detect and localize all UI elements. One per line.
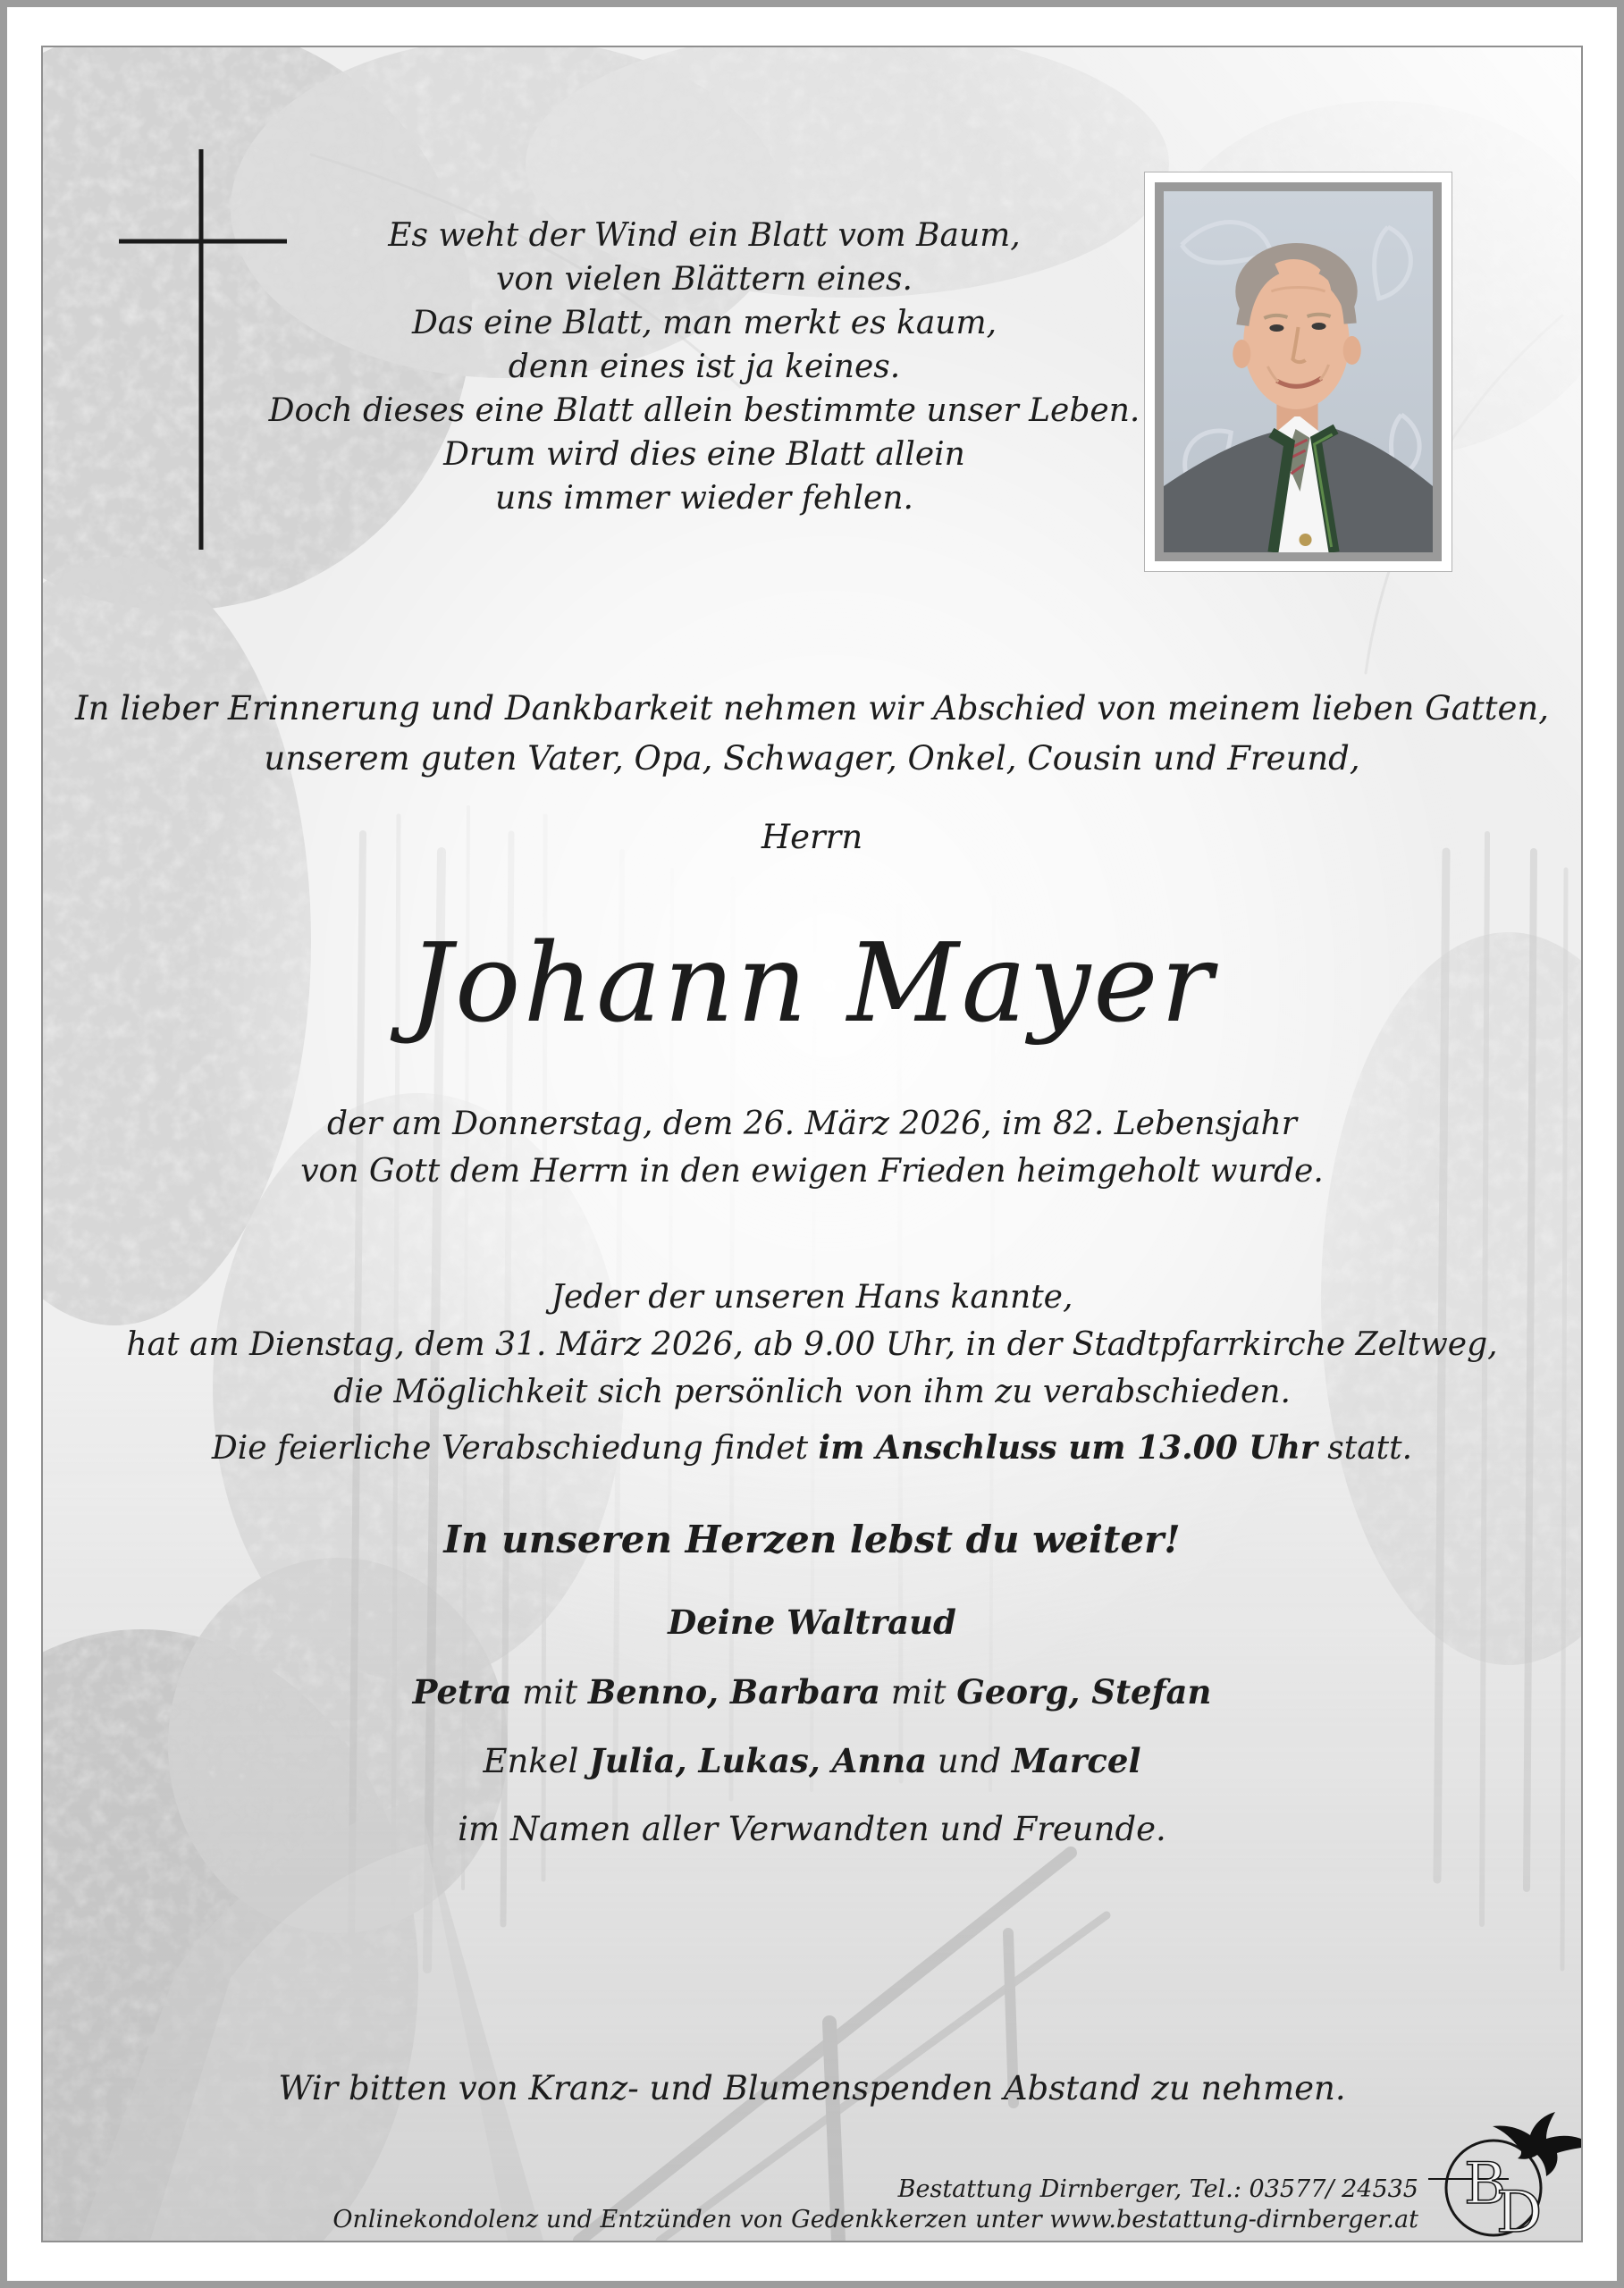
right-ear <box>1343 336 1361 365</box>
funeral-home-line: Bestattung Dirnberger, Tel.: 03577/ 24535 <box>897 2175 1418 2203</box>
grandchildren-line <box>43 1741 1581 1780</box>
farewell-bold: im Anschluss um 13.00 Uhr <box>818 1429 1317 1467</box>
intro-text <box>43 684 1581 784</box>
poem-line: uns immer wieder fehlen. <box>495 480 913 517</box>
online-condolence-line: Onlinekondolenz und Entzünden von Gedenkkerzen unter www.bestattung-dirnberger.at <box>332 2206 1418 2233</box>
poem-line: Es weht der Wind ein Blatt vom Baum, <box>388 217 1021 254</box>
poem-line: Doch dieses eine Blatt allein bestimmte unser Leben. <box>268 392 1140 429</box>
right-eye <box>1312 323 1326 330</box>
farewell-pre: Die feierliche Verabschiedung findet <box>211 1430 819 1467</box>
left-eye <box>1269 324 1283 332</box>
death-date-text <box>43 1100 1581 1195</box>
viewing-line-3: die Möglichkeit sich persönlich von ihm zu verabschieden. <box>333 1374 1291 1410</box>
grandchild-names: Julia, Lukas, Anna <box>589 1741 928 1780</box>
viewing-text <box>43 1274 1581 1416</box>
deceased-name: Johann Mayer <box>408 920 1216 1047</box>
jacket-button <box>1300 534 1312 546</box>
poem <box>94 214 1315 520</box>
viewing-line-2: hat am Dienstag, dem 31. März 2026, ab 9.00 Uhr, in der Stadtpfarrkirche Zeltweg, <box>126 1326 1498 1363</box>
footer-info <box>332 2174 1418 2235</box>
grandchildren-label: Enkel <box>483 1742 590 1780</box>
viewing-line-1: Jeder der unseren Hans kannte, <box>551 1279 1073 1316</box>
salutation: Herrn <box>761 818 863 856</box>
bd-monogram: B <box>1464 2151 1507 2217</box>
closing-line: im Namen aller Verwandten und Freunde. <box>458 1810 1166 1848</box>
connector: mit <box>511 1673 588 1712</box>
death-line-1: der am Donnerstag, dem 26. März 2026, im 82. Lebensjahr <box>327 1106 1297 1142</box>
portrait-photo <box>1144 172 1452 572</box>
child-name: Georg, Stefan <box>956 1672 1212 1712</box>
grandchild-names: Marcel <box>1011 1741 1141 1780</box>
motto-text: In unseren Herzen lebst du weiter! <box>443 1518 1181 1561</box>
child-name: Benno, Barbara <box>587 1672 880 1712</box>
widow-name: Deine Waltraud <box>668 1602 956 1642</box>
poem-line: denn eines ist ja keines. <box>508 349 901 385</box>
intro-line-2: unserem guten Vater, Opa, Schwager, Onkel, Cousin und Freund, <box>264 739 1360 778</box>
poem-line: Das eine Blatt, man merkt es kaum, <box>411 305 997 341</box>
intro-line-1: In lieber Erinnerung und Dankbarkeit nehmen wir Abschied von meinem lieben Gatten, <box>75 689 1549 728</box>
child-name: Petra <box>412 1672 512 1712</box>
poem-line: von vielen Blättern eines. <box>496 261 913 298</box>
death-line-2: von Gott dem Herrn in den ewigen Frieden heimgeholt wurde. <box>300 1153 1324 1190</box>
portrait-illustration <box>1164 191 1433 552</box>
funeral-home-logo <box>1426 2094 1583 2242</box>
bd-monogram: D <box>1496 2180 1543 2242</box>
request-line: Wir bitten von Kranz- und Blumenspenden Abstand zu nehmen. <box>278 2069 1346 2107</box>
children-line <box>43 1672 1581 1712</box>
connector: mit <box>879 1673 957 1712</box>
connector: und <box>927 1742 1012 1780</box>
dove-icon <box>1493 2112 1583 2176</box>
content-area <box>41 46 1583 2242</box>
farewell-text <box>43 1429 1581 1467</box>
farewell-post: statt. <box>1317 1430 1413 1467</box>
left-ear <box>1233 340 1250 368</box>
poem-line: Drum wird dies eine Blatt allein <box>443 436 965 473</box>
photo-frame <box>1155 182 1442 561</box>
